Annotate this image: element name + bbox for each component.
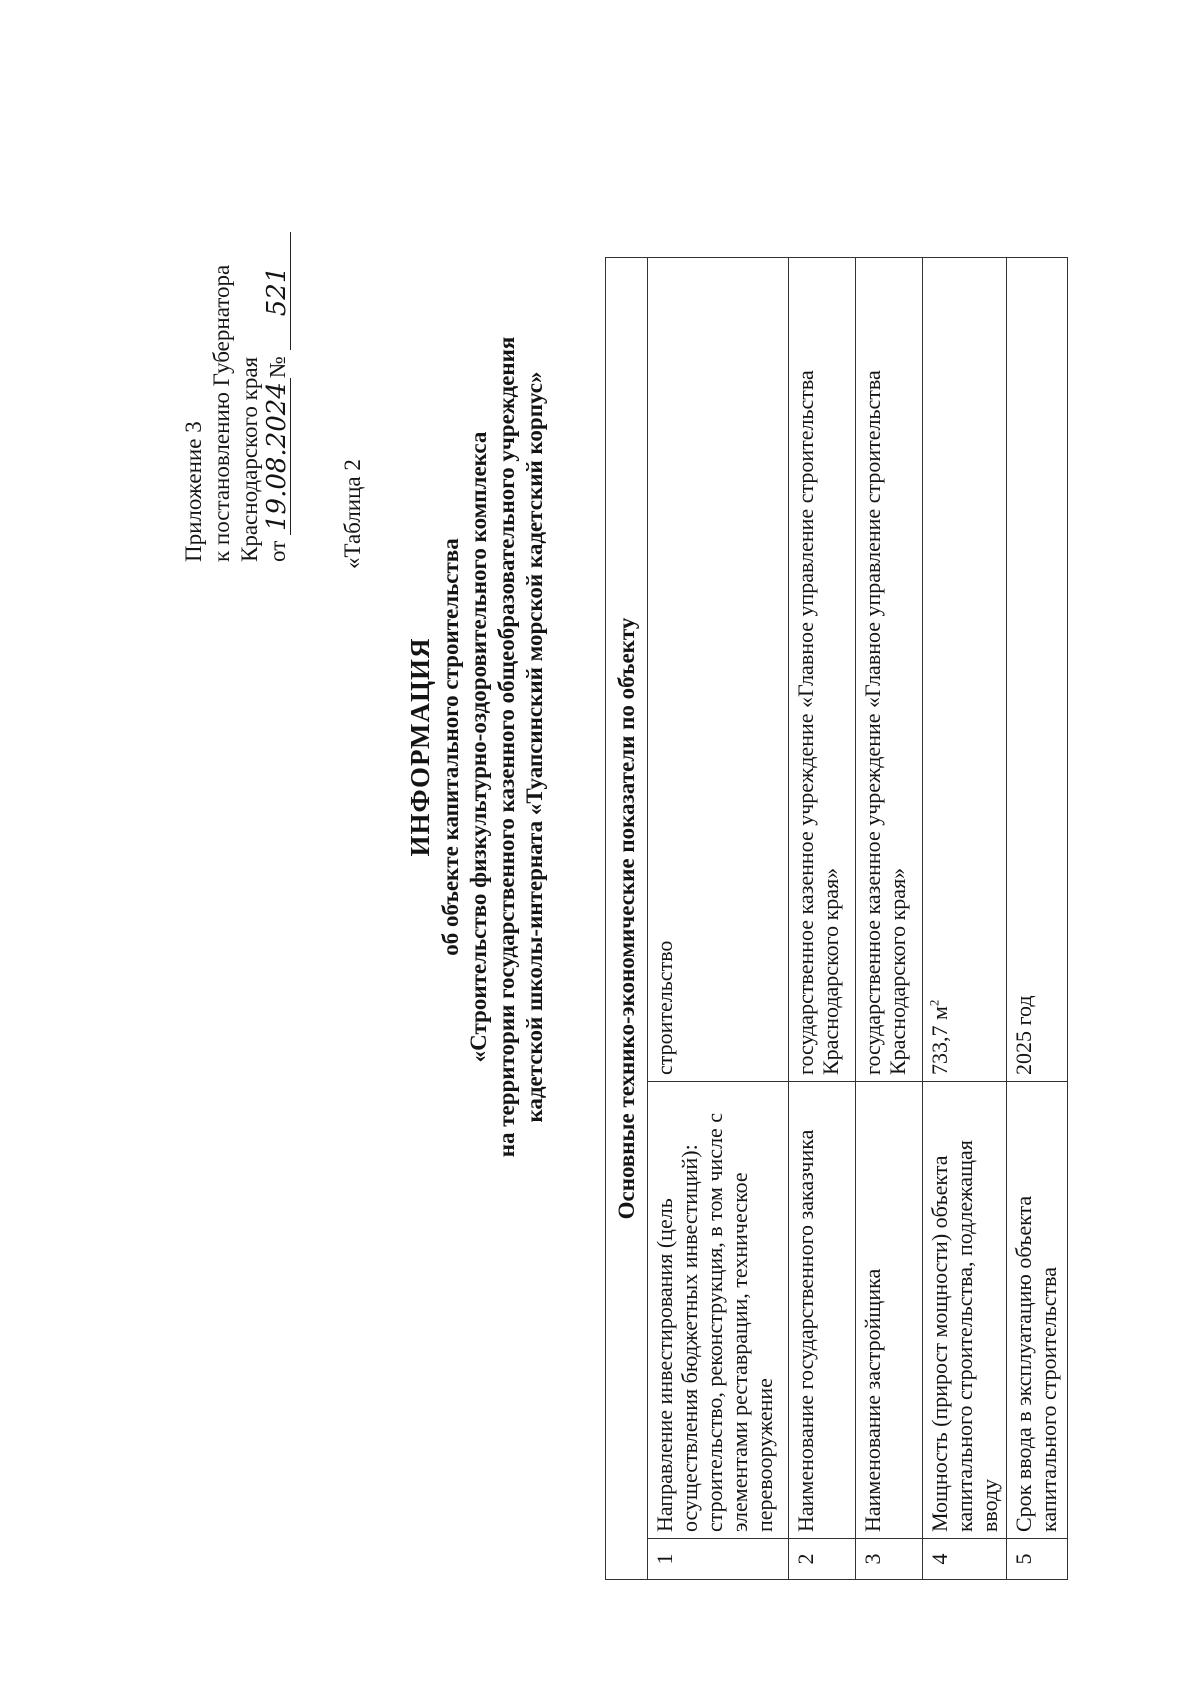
row-number: 2 [789,1539,856,1580]
title-line-2: «Строительство физкультурно-оздоровительного комплекса [466,431,491,1063]
row-value: государственное казенное учреждение «Главное управление строительства Краснодарского края» [789,257,856,1081]
table-row [648,257,789,1579]
title-line-3: на территории государственного казенного общеобразовательного учреждения [494,336,519,1158]
appendix-line-3: Краснодарского края [237,356,262,562]
title-line-4: кадетской школы-интерната «Туапсинский морской кадетский корпус» [522,371,547,1123]
row-value: 2025 год [1007,257,1068,1081]
row-value-cell [923,257,1007,1081]
row-value: государственное казенное учреждение «Главное управление строительства Краснодарского края» [856,257,923,1081]
decree-number-handwritten: 521 [264,232,291,350]
table-header: Основные технико-экономические показатели по объекту [606,257,648,1579]
row-name: Направление инвестирования (цель осуществления бюджетных инвестиций): строительство, реконструкция, в том числе с элементами реставрации, техническое перевооружение [648,1082,789,1539]
date-prefix: от [265,540,290,562]
row-name: Наименование государственного заказчика [789,1082,856,1539]
decree-date-line [264,142,292,562]
row-value: строительство [648,257,789,1081]
table-row [1007,257,1068,1579]
table-header-row [606,257,648,1579]
appendix-line-2: к постановлению Губернатора [209,264,234,562]
appendix-line-1: Приложение 3 [181,421,206,562]
row-name: Мощность (прирост мощности) объекта капитального строительства, подлежащая вводу [923,1082,1007,1539]
row-name: Срок ввода в эксплуатацию объекта капитального строительства [1007,1082,1068,1539]
decree-date-handwritten: 19.08.2024 [264,378,291,535]
table-row [923,257,1007,1579]
title-line-1: об объекте капитального строительства [438,538,463,956]
row-number: 4 [923,1539,1007,1580]
table-row [789,257,856,1579]
row-number: 5 [1007,1539,1068,1580]
row-number: 3 [856,1539,923,1580]
unit-superscript: 2 [926,999,942,1007]
appendix-header [180,142,292,562]
table-row [856,257,923,1579]
row-name: Наименование застройщика [856,1082,923,1539]
number-label: № [265,356,290,379]
row-value: 733,7 м [927,1006,952,1075]
row-number: 1 [648,1539,789,1580]
document-title [404,27,549,1467]
table-label: «Таблица 2 [340,459,365,569]
title-main: ИНФОРМАЦИЯ [405,637,435,857]
indicators-table [605,257,1068,1580]
